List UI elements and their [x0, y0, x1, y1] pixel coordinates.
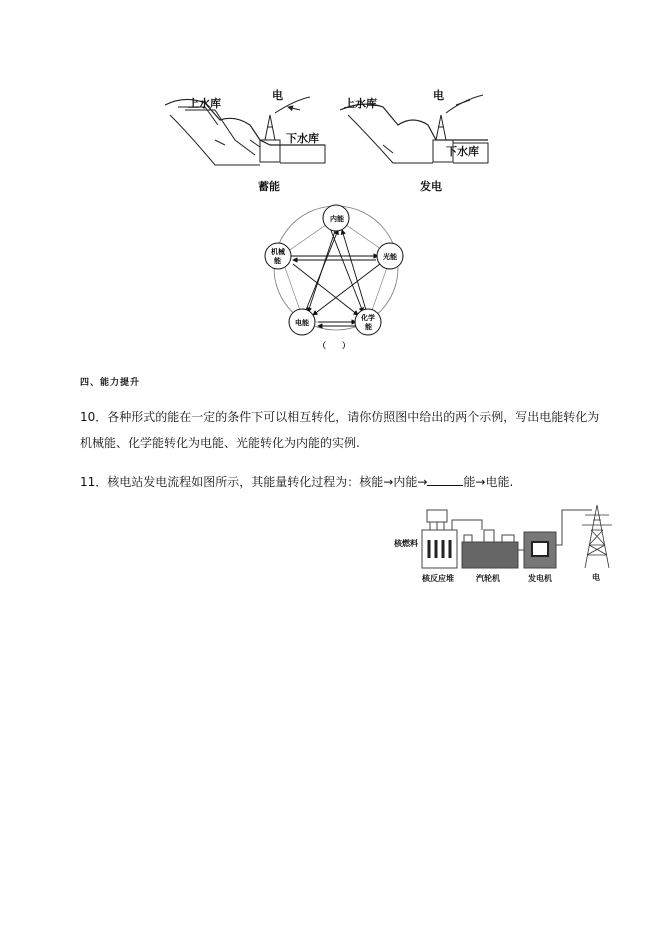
question-10-line2: 机械能、化学能转化为电能、光能转化为内能的实例. — [80, 436, 360, 450]
upper-reservoir-label: 上水库 — [344, 97, 377, 110]
upper-reservoir-label: 上水库 — [188, 97, 221, 110]
reactor-label: 核反应堆 — [422, 574, 454, 583]
node-mechanical-energy-line1: 机械 — [271, 248, 285, 256]
node-mechanical-energy-line2: 能 — [274, 257, 281, 265]
turbine-label: 汽轮机 — [476, 574, 500, 583]
pumped-storage-figure-right — [338, 85, 498, 195]
node-electric-energy: 电能 — [295, 319, 309, 327]
node-chemical-energy-line1: 化学 — [361, 314, 375, 322]
node-internal-energy: 内能 — [330, 215, 344, 223]
section-title: 四、能力提升 — [80, 378, 141, 388]
energy-cycle-svg — [258, 200, 418, 350]
nuclear-plant-figure — [392, 500, 622, 590]
nuclear-fuel-label: 核燃料 — [394, 539, 418, 548]
energy-cycle-diagram — [258, 200, 418, 350]
answer-blank[interactable] — [427, 474, 463, 486]
node-light-energy: 光能 — [383, 253, 397, 261]
node-chemical-energy-line2: 能 — [365, 323, 372, 331]
generator-label: 发电机 — [528, 574, 552, 583]
question-10-line1: 10．各种形式的能在一定的条件下可以相互转化，请你仿照图中给出的两个示例，写出电能转化为 — [80, 410, 600, 424]
electricity-label: 电 — [592, 573, 600, 582]
generate-caption: 发电 — [420, 180, 442, 193]
lower-reservoir-label: 下水库 — [286, 132, 319, 145]
store-energy-caption: 蓄能 — [258, 180, 280, 193]
electricity-label: 电 — [272, 89, 283, 102]
question-11-prefix: 11．核电站发电流程如图所示，其能量转化过程为：核能→内能→ — [80, 475, 428, 489]
cycle-caption: （ ） — [318, 341, 350, 350]
question-11 — [80, 474, 513, 489]
question-11-suffix: 能→电能. — [463, 475, 514, 489]
pumped-storage-figure-left — [160, 85, 330, 195]
electricity-label: 电 — [433, 89, 444, 102]
lower-reservoir-label: 下水库 — [446, 145, 479, 158]
